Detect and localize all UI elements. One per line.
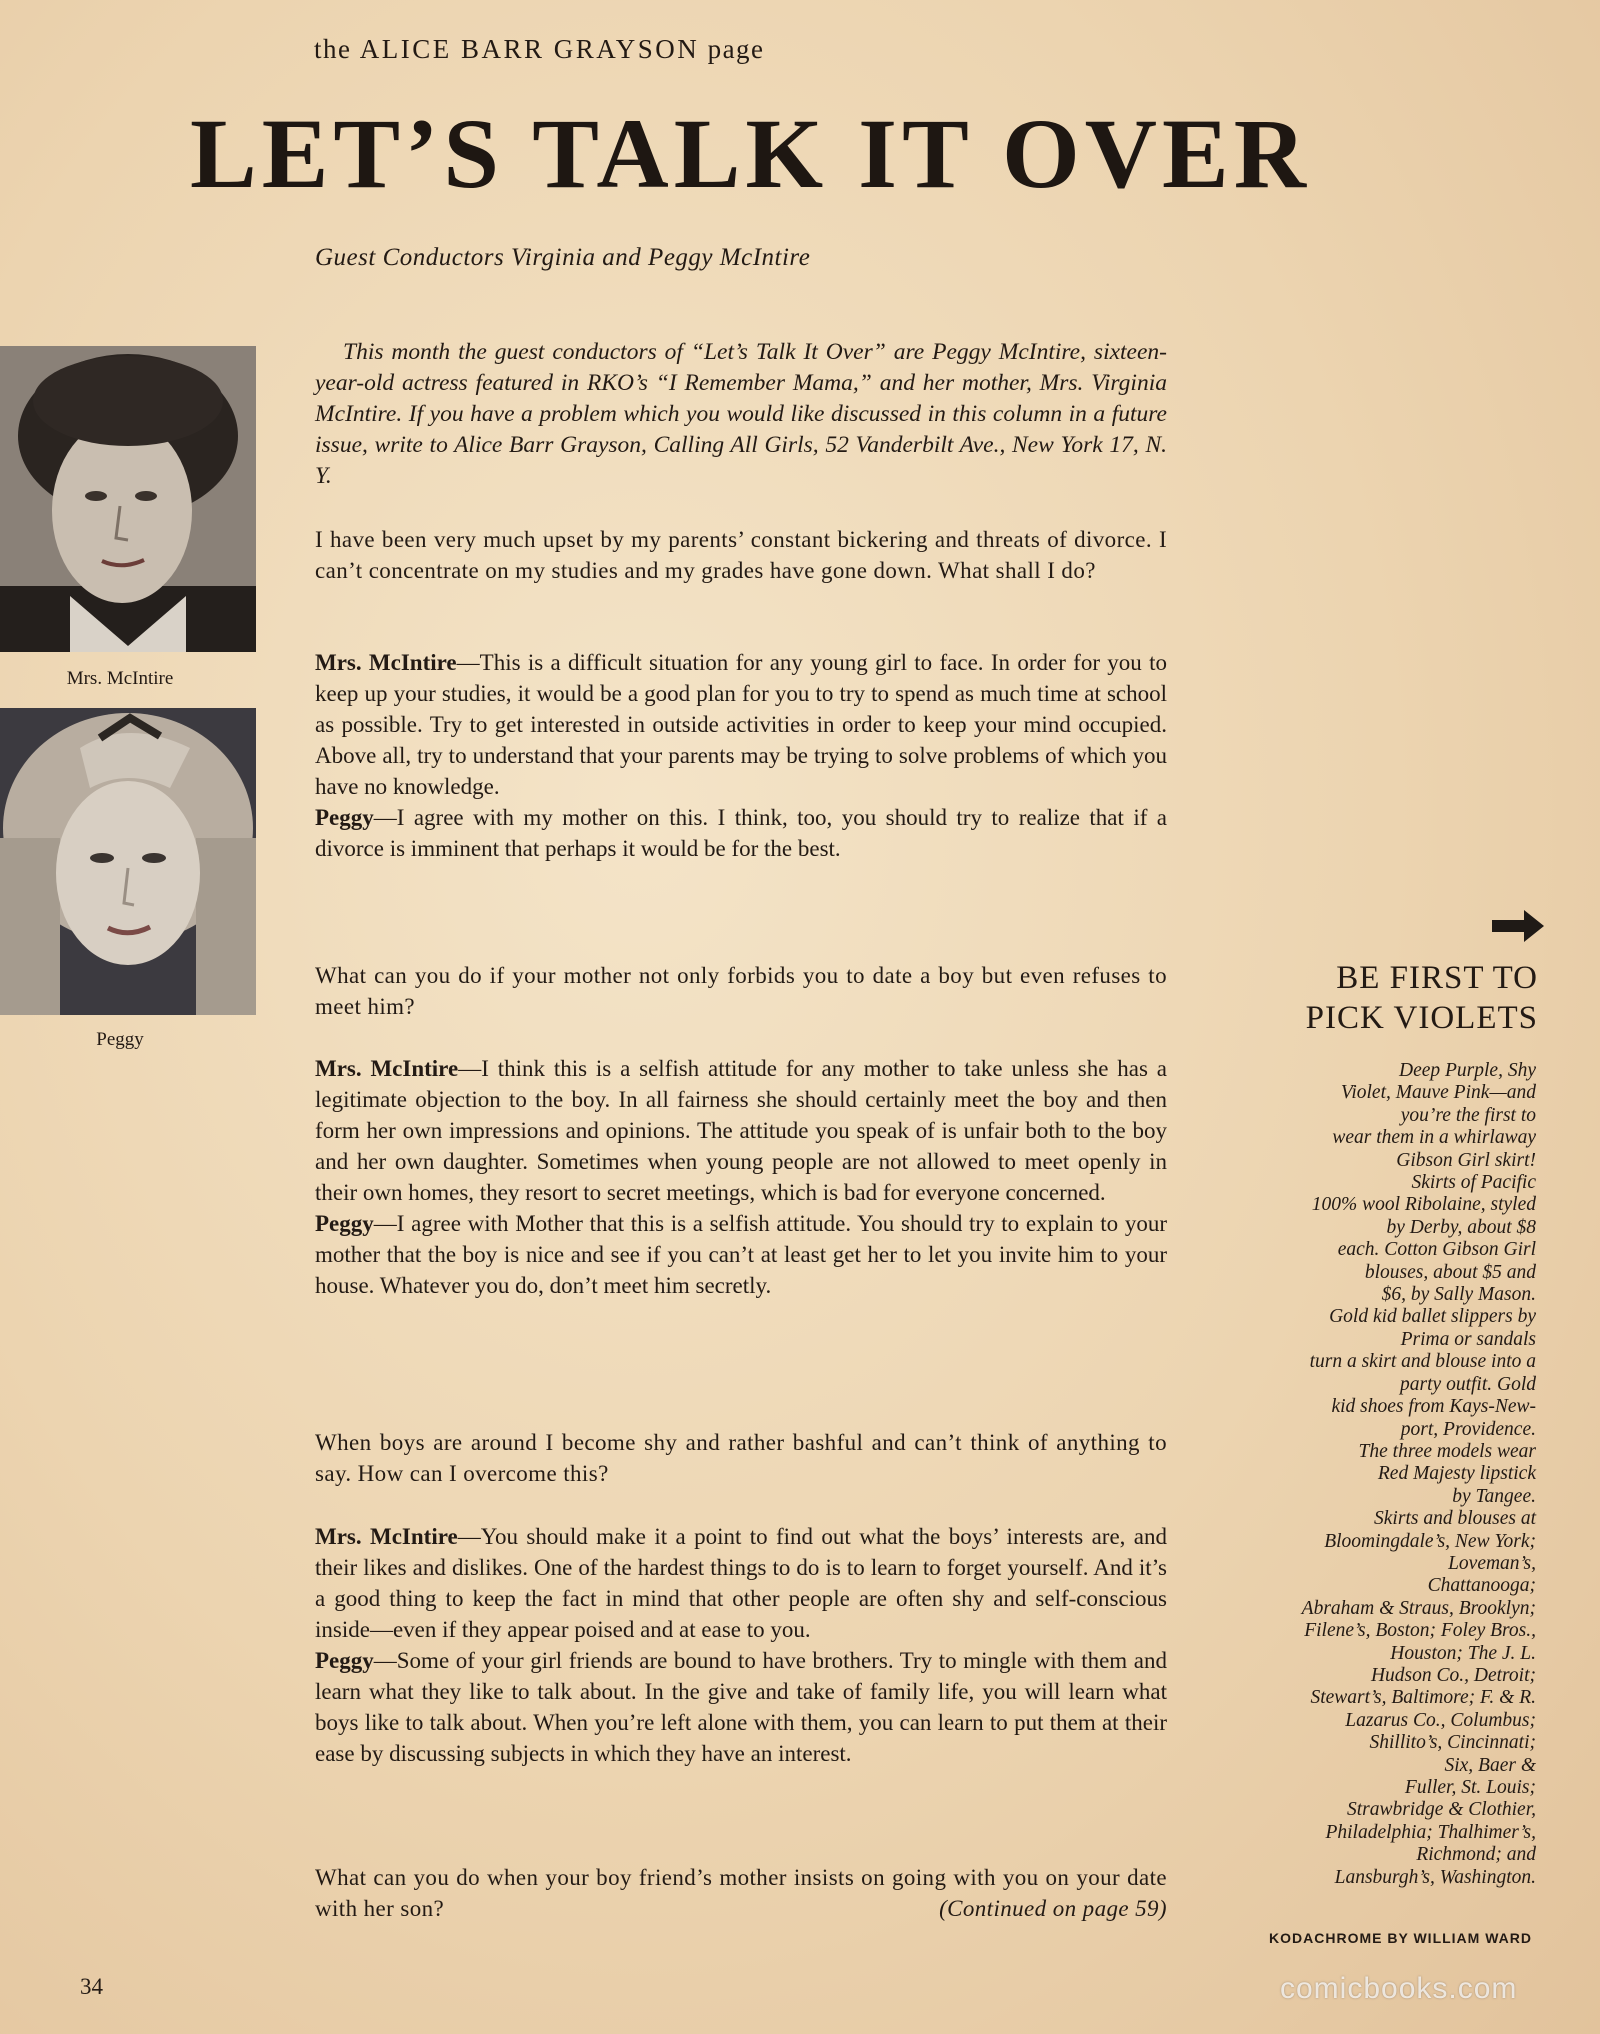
speaker-label: Mrs. McIntire bbox=[315, 1056, 459, 1081]
answer-text: —You should make it a point to find out what the boys’ interests are, and their likes and dislikes. One of the hardest things to do is to learn to forget yourself. And it’s a good thing to keep the fact in mind that other people are often shy and self-conscious inside—even if they appear poised and at ease to you. bbox=[315, 1524, 1168, 1642]
sidebar-line: wear them in a whirlaway bbox=[1332, 1127, 1536, 1149]
sidebar-line: Fuller, St. Louis; bbox=[1404, 1777, 1536, 1798]
sidebar-line: Houston; The J. L. bbox=[1390, 1642, 1536, 1664]
sidebar-body bbox=[1200, 1060, 1536, 1889]
mother-photo bbox=[0, 346, 256, 652]
sidebar-line: Loveman’s, bbox=[1448, 1552, 1536, 1574]
sidebar-line: Violet, Mauve Pink—and bbox=[1340, 1082, 1536, 1104]
question-4 bbox=[315, 1862, 1167, 1924]
intro-text: This month the guest conductors of “Let’s Talk It Over” are Peggy McIntire, sixteen-year-old actress featured in RKO’s “I Remember Mama,” and her mother, Mrs. Virginia McIntire. If you have a problem which you would like discussed in this column in a future issue, write to Alice Barr Grayson, Calling All Girls, 52 Vanderbilt Ave., New York 17, N. Y. bbox=[315, 339, 1167, 489]
sidebar-line: Six, Baer & bbox=[1444, 1754, 1536, 1776]
sidebar-line: Filene’s, Boston; Foley Bros., bbox=[1304, 1620, 1536, 1642]
guest-conductors-line: Guest Conductors Virginia and Peggy McIntire bbox=[315, 244, 811, 271]
mother-caption: Mrs. McIntire bbox=[66, 668, 174, 689]
answer-peggy bbox=[315, 1208, 1167, 1301]
sidebar-line: Gibson Girl skirt! bbox=[1396, 1149, 1536, 1171]
sidebar-line: Shillito’s, Cincinnati; bbox=[1369, 1732, 1536, 1754]
sidebar-line: by Tangee. bbox=[1452, 1485, 1536, 1507]
sidebar-line: Chattanooga; bbox=[1427, 1575, 1536, 1597]
page-title: LET’S TALK IT OVER bbox=[190, 98, 1311, 209]
kicker-pre: the bbox=[314, 34, 352, 64]
mother-portrait-image bbox=[0, 346, 256, 652]
sidebar-line: Gold kid ballet slippers by bbox=[1329, 1306, 1536, 1328]
speaker-label: Peggy bbox=[315, 1648, 374, 1673]
peggy-photo bbox=[0, 708, 256, 1015]
sidebar-line: Richmond; and bbox=[1416, 1844, 1536, 1866]
kicker-name: ALICE BARR GRAYSON bbox=[359, 34, 700, 64]
sidebar-line: Strawbridge & Clothier, bbox=[1346, 1799, 1536, 1821]
speaker-label: Peggy bbox=[315, 1211, 374, 1236]
sidebar-line: Bloomingdale’s, New York; bbox=[1324, 1530, 1536, 1552]
continued-link[interactable]: (Continued on page 59) bbox=[939, 1896, 1167, 1921]
sidebar-line: Stewart’s, Baltimore; F. & R. bbox=[1310, 1687, 1536, 1709]
answer-text: —I agree with my mother on this. I think, too, you should try to realize that if a divorce is imminent that perhaps it would be for the best. bbox=[315, 805, 1167, 861]
sidebar-line: Deep Purple, Shy bbox=[1399, 1060, 1536, 1081]
answer-text: —I think this is a selfish attitude for any mother to take unless she has a legitimate objection to the boy. In all fairness she should certainly meet the boy and then form her own impressions and opinions. The attitude you speak of is unfair both to the boy and her own daughter. Sometimes when young people are not allowed to meet openly in their own homes, they resort to secret meetings, which is bad for everyone concerned. bbox=[315, 1056, 1168, 1205]
answer-peggy bbox=[315, 1645, 1167, 1769]
question-2 bbox=[315, 960, 1167, 1022]
sidebar-line: 100% wool Ribolaine, styled bbox=[1311, 1194, 1536, 1216]
kicker-post: page bbox=[707, 34, 765, 64]
sidebar-heading bbox=[1212, 958, 1538, 1038]
sidebar-line: Philadelphia; Thalhimer’s, bbox=[1325, 1821, 1536, 1843]
answers-2 bbox=[315, 1053, 1167, 1301]
question-1 bbox=[315, 524, 1167, 586]
sidebar-line: The three models wear bbox=[1358, 1440, 1536, 1462]
sidebar-line: Skirts of Pacific bbox=[1411, 1172, 1536, 1194]
kicker bbox=[314, 34, 765, 65]
photo-credit: KODACHROME BY WILLIAM WARD bbox=[1269, 1930, 1532, 1946]
answer-peggy bbox=[315, 802, 1167, 864]
answer-mother bbox=[315, 1521, 1167, 1645]
sidebar-line: Lazarus Co., Columbus; bbox=[1345, 1709, 1536, 1731]
peggy-caption: Peggy bbox=[96, 1029, 144, 1050]
sidebar-heading-line1: BE FIRST TO bbox=[1336, 960, 1538, 996]
sidebar-line: Lansburgh’s, Washington. bbox=[1334, 1866, 1536, 1888]
question-text bbox=[315, 1862, 1167, 1924]
answer-mother bbox=[315, 1053, 1167, 1208]
question-3 bbox=[315, 1427, 1167, 1489]
answers-1 bbox=[315, 647, 1167, 864]
question-text: What can you do if your mother not only forbids you to date a boy but even refuses to meet him? bbox=[315, 963, 1167, 1019]
peggy-portrait-image bbox=[0, 708, 256, 1015]
speaker-label: Peggy bbox=[315, 805, 374, 830]
arrow-right-icon bbox=[1490, 906, 1546, 946]
sidebar-line: each. Cotton Gibson Girl bbox=[1337, 1239, 1536, 1261]
speaker-label: Mrs. McIntire bbox=[315, 1524, 458, 1549]
sidebar-line: Hudson Co., Detroit; bbox=[1370, 1664, 1536, 1686]
sidebar-line: port, Providence. bbox=[1400, 1418, 1536, 1440]
last-question-text: What can you do when your boy friend’s mother insists on going with you on your date with her son? bbox=[315, 1865, 1167, 1921]
sidebar-line: you’re the first to bbox=[1400, 1104, 1536, 1126]
answers-3 bbox=[315, 1521, 1167, 1769]
sidebar-line: Skirts and blouses at bbox=[1374, 1508, 1536, 1530]
answer-mother bbox=[315, 647, 1167, 802]
speaker-label: Mrs. McIntire bbox=[315, 650, 457, 675]
page-number: 34 bbox=[80, 1974, 103, 1999]
watermark: comicbooks.com bbox=[1280, 1972, 1518, 2005]
answer-text: —This is a difficult situation for any young girl to face. In order for you to keep up your studies, it would be a good plan for you to try to spend as much time at school as possible. Try to get interested in outside activities in order to keep your mind occupied. Above all, try to understand that your parents may be trying to solve problems of which you have no knowledge. bbox=[315, 650, 1168, 799]
sidebar-line: Abraham & Straus, Brooklyn; bbox=[1301, 1597, 1536, 1619]
answer-text: —I agree with Mother that this is a selfish attitude. You should try to explain to your mother that the boy is nice and see if you can’t at least get her to let you invite him to your house. Whatever you do, don’t meet him secretly. bbox=[315, 1211, 1167, 1298]
sidebar-line: turn a skirt and blouse into a bbox=[1309, 1351, 1536, 1373]
sidebar-line: Prima or sandals bbox=[1400, 1328, 1536, 1350]
answer-text: —Some of your girl friends are bound to have brothers. Try to mingle with them and learn what they like to talk about. In the give and take of family life, you will learn what boys like to talk about. When you’re left alone with them, you can learn to put them at their ease by discussing subjects in which they have an interest. bbox=[315, 1648, 1167, 1766]
sidebar-line: Red Majesty lipstick bbox=[1377, 1463, 1536, 1485]
sidebar-line: by Derby, about $8 bbox=[1386, 1216, 1536, 1238]
sidebar-line: kid shoes from Kays-New- bbox=[1331, 1396, 1536, 1418]
sidebar-line: $6, by Sally Mason. bbox=[1381, 1284, 1536, 1306]
sidebar-line: party outfit. Gold bbox=[1400, 1373, 1536, 1395]
sidebar-line: blouses, about $5 and bbox=[1364, 1261, 1536, 1283]
intro-paragraph bbox=[315, 337, 1167, 492]
question-text: When boys are around I become shy and rather bashful and can’t think of anything to say. How can I overcome this? bbox=[315, 1430, 1167, 1486]
question-text: I have been very much upset by my parents’ constant bickering and threats of divorce. I can’t concentrate on my studies and my grades have gone down. What shall I do? bbox=[315, 527, 1167, 583]
sidebar-heading-line2: PICK VIOLETS bbox=[1305, 1000, 1538, 1036]
